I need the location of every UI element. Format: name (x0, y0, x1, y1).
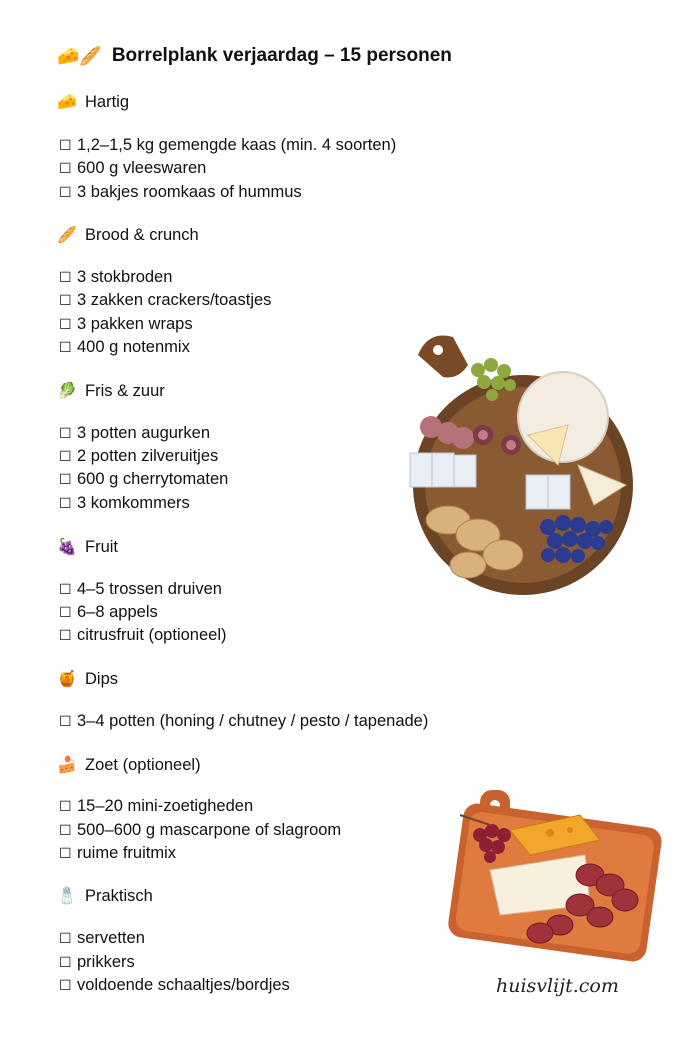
checkbox-icon[interactable]: ☐ (59, 425, 72, 441)
checkbox-icon[interactable]: ☐ (59, 471, 72, 487)
item-text: servetten (77, 929, 145, 947)
grapes-icon: 🍇 (57, 539, 77, 556)
cheese-icon: 🧀 (57, 94, 77, 111)
item-text: 500–600 g mascarpone of slagroom (77, 821, 342, 839)
checkbox-icon[interactable]: ☐ (59, 292, 72, 308)
section-label: Brood & crunch (85, 225, 199, 244)
checkbox-icon[interactable]: ☐ (59, 604, 72, 620)
item-text: prikkers (77, 953, 135, 971)
section-heading-hartig (57, 92, 129, 112)
section-heading-brood-crunch (57, 225, 199, 245)
item-text: 400 g notenmix (77, 338, 190, 356)
checklist-item[interactable] (59, 136, 396, 155)
checkbox-icon[interactable]: ☐ (59, 798, 72, 814)
item-text: 2 potten zilveruitjes (77, 447, 219, 465)
item-text: 3 pakken wraps (77, 315, 193, 333)
checkbox-icon[interactable]: ☐ (59, 930, 72, 946)
section-heading-fruit (57, 537, 118, 557)
page-title-text: Borrelplank verjaardag – 15 personen (111, 45, 452, 66)
section-label: Hartig (85, 92, 130, 111)
item-text: 3 stokbroden (77, 268, 173, 286)
round-cheese-board-illustration (398, 325, 638, 605)
item-text: 3 zakken crackers/toastjes (77, 291, 272, 309)
checkbox-icon[interactable]: ☐ (59, 713, 72, 729)
checklist-item[interactable] (59, 712, 428, 731)
checklist-item[interactable] (59, 268, 172, 287)
checkbox-icon[interactable]: ☐ (59, 316, 72, 332)
checklist-item[interactable] (59, 291, 271, 310)
section-heading-fris-zuur (57, 381, 165, 401)
checkbox-icon[interactable]: ☐ (59, 845, 72, 861)
section-label: Dips (85, 669, 119, 688)
section-heading-zoet (57, 755, 201, 775)
checklist-item[interactable] (59, 821, 341, 840)
checklist-item[interactable] (59, 797, 253, 816)
cake-icon: 🍰 (57, 757, 77, 774)
item-text: 3 bakjes roomkaas of hummus (77, 183, 302, 201)
item-text: citrusfruit (optioneel) (77, 626, 227, 644)
item-text: 4–5 trossen druiven (77, 580, 222, 598)
checklist-item[interactable] (59, 159, 206, 178)
item-text: 1,2–1,5 kg gemengde kaas (min. 4 soorten) (77, 136, 397, 154)
section-heading-dips (57, 669, 118, 689)
item-text: 3 komkommers (77, 494, 190, 512)
checklist-item[interactable] (59, 470, 228, 489)
checklist-item[interactable] (59, 580, 222, 599)
section-label: Zoet (optioneel) (85, 755, 201, 774)
page-title (57, 45, 452, 67)
checkbox-icon[interactable]: ☐ (59, 269, 72, 285)
checkbox-icon[interactable]: ☐ (59, 184, 72, 200)
checklist-item[interactable] (59, 183, 302, 202)
item-text: ruime fruitmix (77, 844, 177, 862)
checkbox-icon[interactable]: ☐ (59, 977, 72, 993)
checkbox-icon[interactable]: ☐ (59, 160, 72, 176)
checkbox-icon[interactable]: ☐ (59, 822, 72, 838)
checklist-item[interactable] (59, 494, 190, 513)
section-label: Fris & zuur (85, 381, 165, 400)
section-label: Fruit (85, 537, 118, 556)
checklist-item[interactable] (59, 626, 226, 645)
item-text: 6–8 appels (77, 603, 158, 621)
checkbox-icon[interactable]: ☐ (59, 137, 72, 153)
checklist-item[interactable] (59, 844, 176, 863)
baguette-icon: 🥖 (57, 227, 77, 244)
cheese-bread-icon: 🧀🥖 (57, 45, 102, 66)
section-label: Praktisch (85, 886, 153, 905)
checkbox-icon[interactable]: ☐ (59, 954, 72, 970)
item-text: 600 g vleeswaren (77, 159, 207, 177)
honey-pot-icon: 🍯 (57, 671, 77, 688)
checkbox-icon[interactable]: ☐ (59, 581, 72, 597)
leafy-greens-icon: 🥬 (57, 383, 77, 400)
item-text: 3 potten augurken (77, 424, 211, 442)
checkbox-icon[interactable]: ☐ (59, 627, 72, 643)
section-heading-praktisch (57, 886, 153, 906)
checklist-item[interactable] (59, 424, 210, 443)
checklist-item[interactable] (59, 315, 193, 334)
item-text: 600 g cherrytomaten (77, 470, 229, 488)
checklist-item[interactable] (59, 603, 158, 622)
checkbox-icon[interactable]: ☐ (59, 339, 72, 355)
checkbox-icon[interactable]: ☐ (59, 495, 72, 511)
checklist-item[interactable] (59, 447, 218, 466)
salt-shaker-icon: 🧂 (57, 888, 77, 905)
checklist-item[interactable] (59, 338, 190, 357)
checklist-item[interactable] (59, 976, 290, 995)
rect-cheese-board-illustration (440, 785, 670, 965)
item-text: voldoende schaaltjes/bordjes (77, 976, 290, 994)
item-text: 15–20 mini-zoetigheden (77, 797, 254, 815)
checklist-item[interactable] (59, 929, 145, 948)
item-text: 3–4 potten (honing / chutney / pesto / tapenade) (77, 712, 429, 730)
checklist-item[interactable] (59, 953, 135, 972)
brand-signature: huisvlijt.com (496, 975, 619, 997)
checkbox-icon[interactable]: ☐ (59, 448, 72, 464)
